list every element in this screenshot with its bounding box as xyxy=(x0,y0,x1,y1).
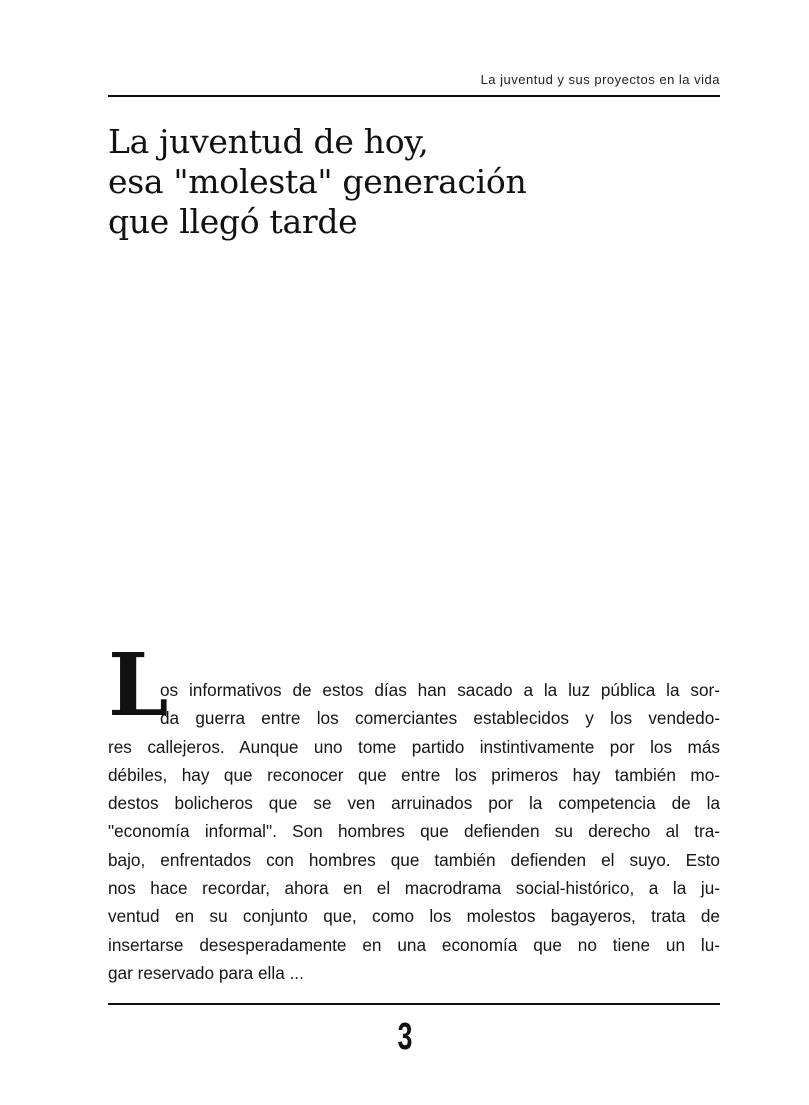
body-paragraph xyxy=(108,676,720,987)
body-line: nos hace recordar, ahora en el macrodrama social-histórico, a la ju- xyxy=(108,878,720,899)
body-line: débiles, hay que reconocer que entre los primeros hay también mo- xyxy=(108,764,720,785)
page-number: 3 xyxy=(397,1016,413,1058)
body-line: da guerra entre los comerciantes establecidos y los vendedo- xyxy=(160,708,720,729)
body-line: ventud en su conjunto que, como los molestos bagayeros, trata de xyxy=(108,906,720,927)
title-line: La juventud de hoy, xyxy=(108,122,429,161)
chapter-title xyxy=(108,122,708,242)
body-line: bajo, enfrentados con hombres que también defienden el suyo. Esto xyxy=(108,849,720,870)
body-line: destos bolicheros que se ven arruinados por la competencia de la xyxy=(108,793,720,814)
body-line: gar reservado para ella ... xyxy=(108,962,304,983)
title-line: esa "molesta" generación xyxy=(108,162,527,201)
drop-cap: L xyxy=(108,635,169,736)
title-line: que llegó tarde xyxy=(108,202,358,241)
body-line: "economía informal". Son hombres que defienden su derecho al tra- xyxy=(108,821,720,842)
body-line: insertarse desesperadamente en una economía que no tiene un lu- xyxy=(108,934,720,955)
body-line: os informativos de estos días han sacado a la luz pública la sor- xyxy=(160,680,720,700)
running-header: La juventud y sus proyectos en la vida xyxy=(480,72,720,87)
body-line: res callejeros. Aunque uno tome partido instintivamente por los más xyxy=(108,736,720,757)
header-rule xyxy=(108,95,720,97)
footer-rule xyxy=(108,1003,720,1005)
